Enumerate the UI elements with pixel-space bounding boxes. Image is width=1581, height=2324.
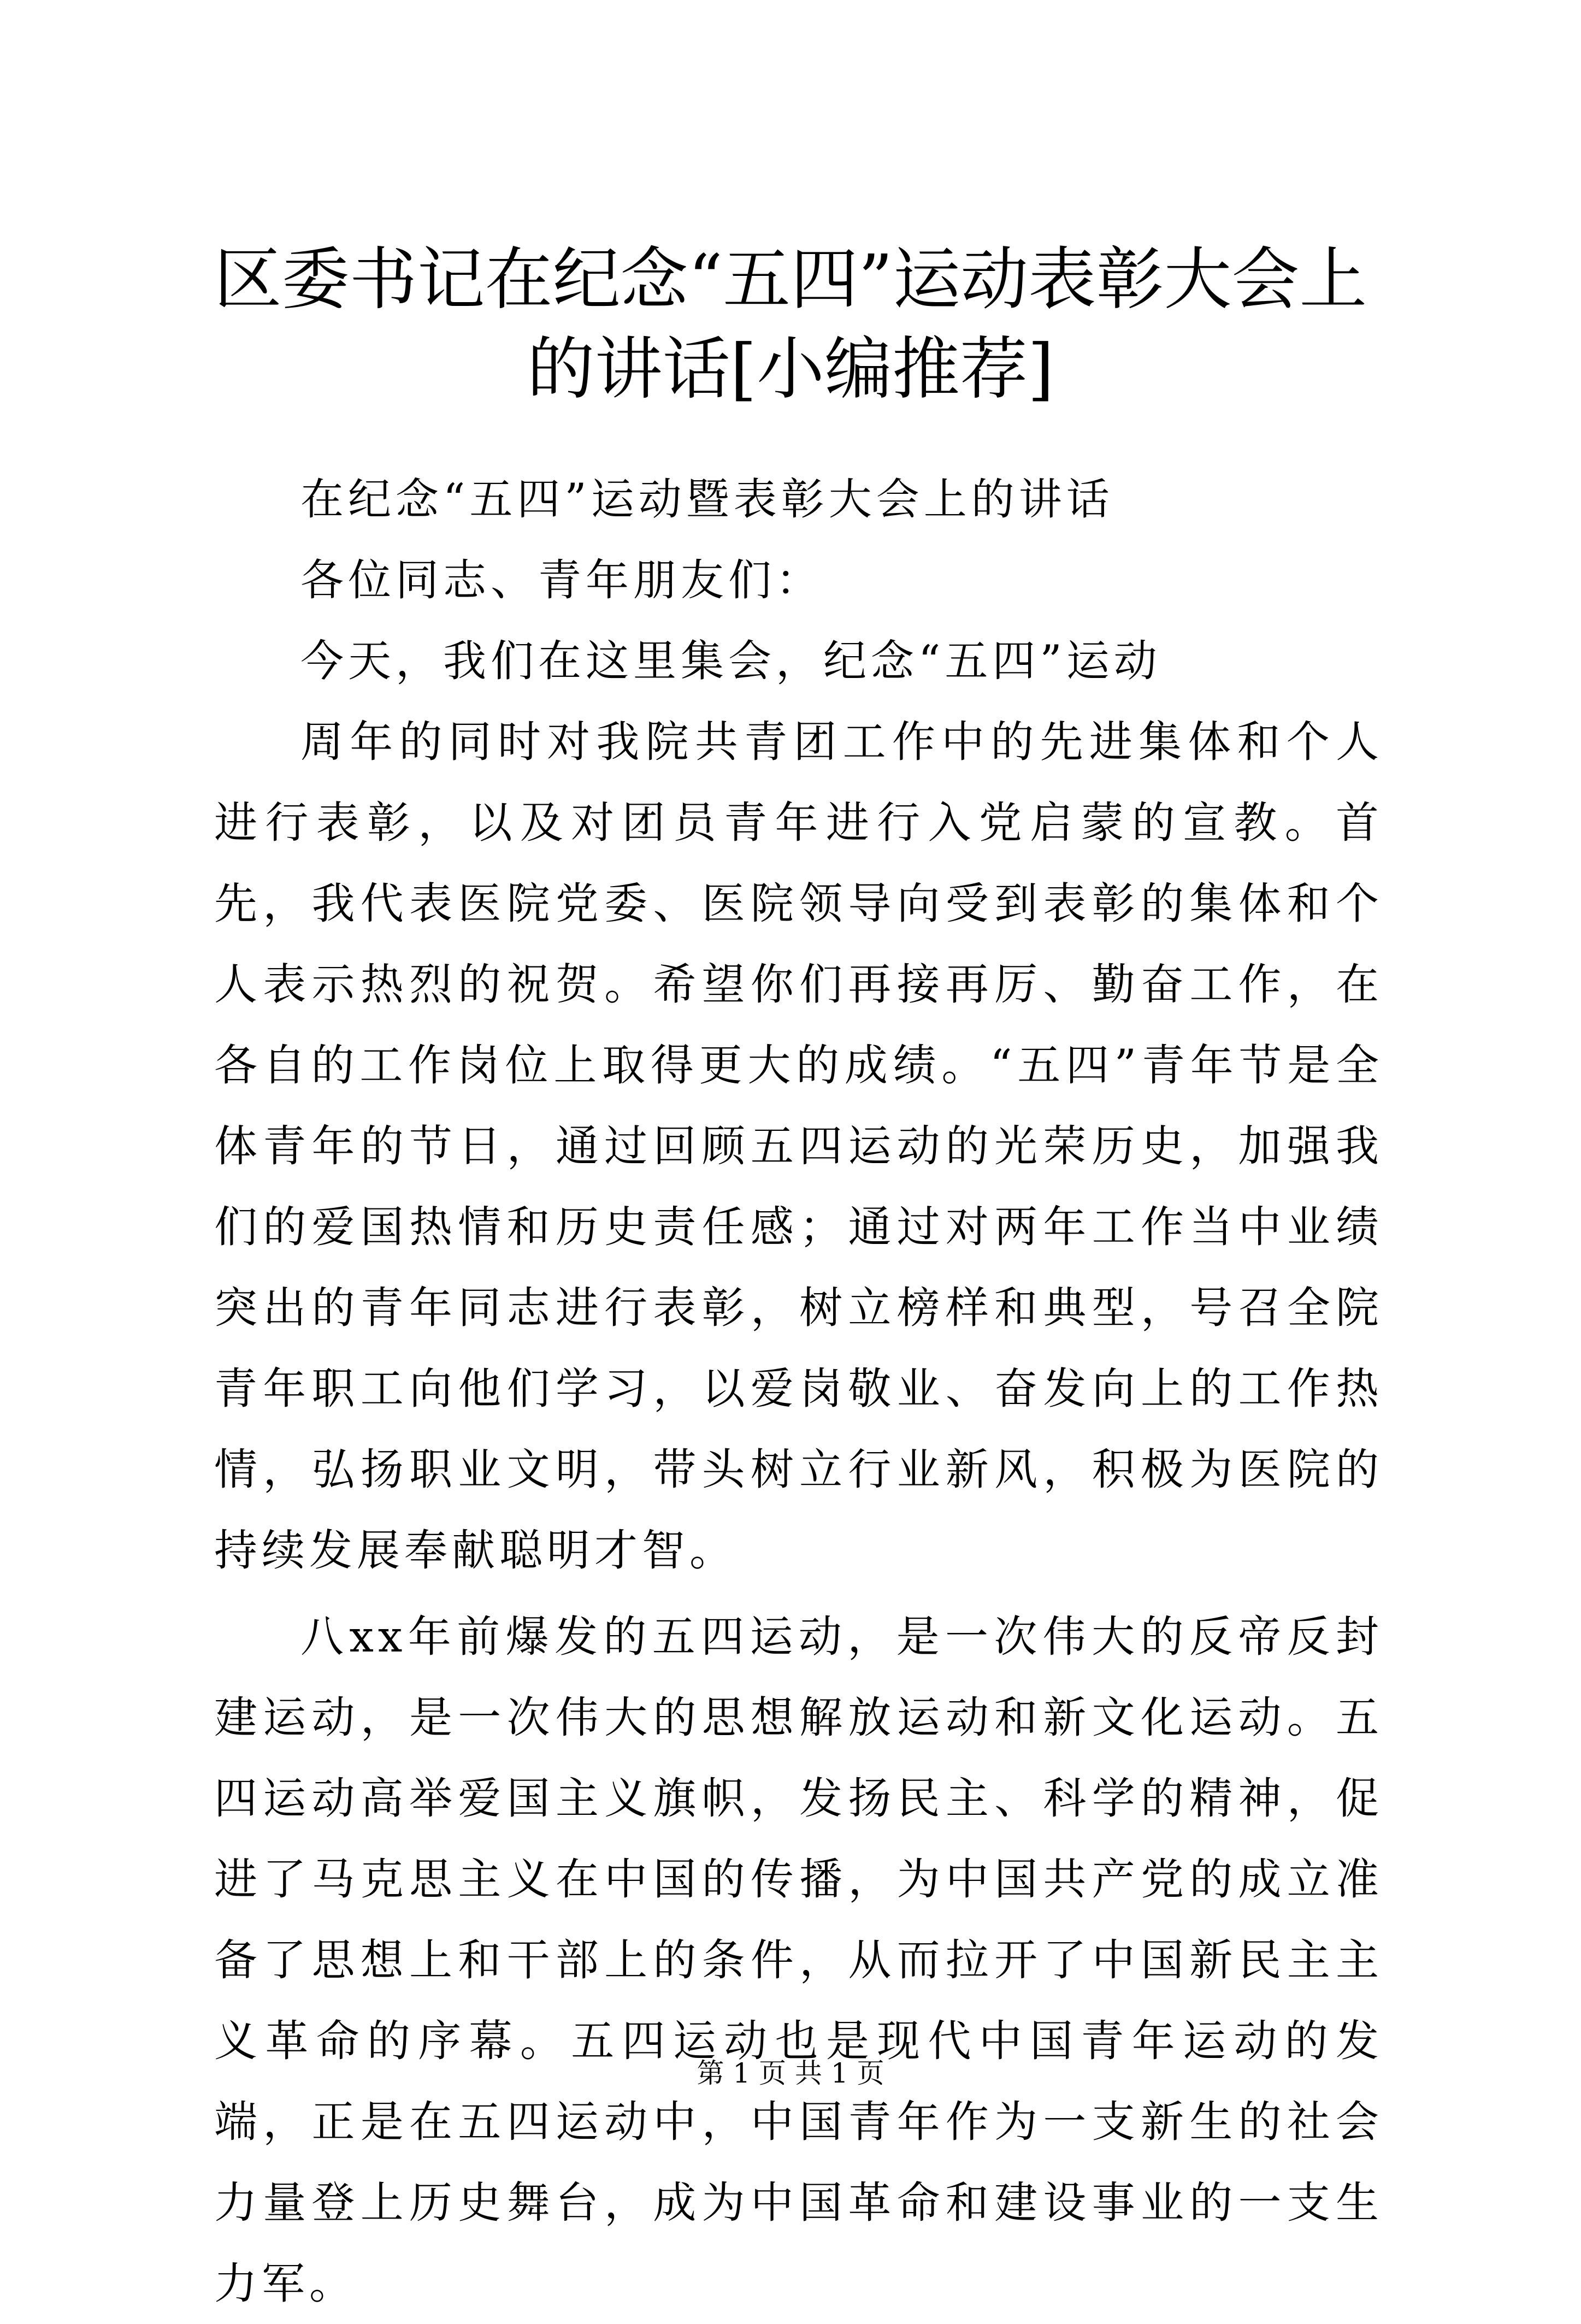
paragraph-salutation: 各位同志、青年朋友们： (300, 555, 823, 605)
document-title: 区委书记在纪念“五四”运动表彰大会上的讲话[小编推荐] (214, 240, 1367, 409)
paragraph-body-1: 周年的同时对我院共青团工作中的先进集体和个人进行表彰，以及对团员青年进行入党启蒙的宣教。首先，我代表医院党委、医院领导向受到表彰的集体和个人表示热烈的祝贺。希望你们再接再厉、勤奋工作，在各自的工作岗位上取得更大的成绩。“五四”青年节是全体青年的节日，通过回顾五四运动的光荣历史，加强我们的爱国热情和历史责任感；通过对两年工作当中业绩突出的青年同志进行表彰，树立榜样和典型，号召全院青年职工向他们学习，以爱岗敬业、奋发向上的工作热情，弘扬职业文明，带头树立行业新风，积极为医院的持续发展奉献聪明才智。 (214, 717, 1383, 1576)
paragraph-opening: 今天，我们在这里集会，纪念“五四”运动 (300, 636, 1161, 686)
paragraph-subtitle: 在纪念“五四”运动暨表彰大会上的讲话 (300, 474, 1114, 524)
document-body (214, 459, 1383, 2324)
paragraph-body-2: 八xx年前爆发的五四运动，是一次伟大的反帝反封建运动，是一次伟大的思想解放运动和新文化运动。五四运动高举爱国主义旗帜，发扬民主、科学的精神，促进了马克思主义在中国的传播，为中国共产党的成立准备了思想上和干部上的条件，从而拉开了中国新民主主义革命的序幕。五四运动也是现代中国青年运动的发端，正是在五四运动中，中国青年作为一支新生的社会力量登上历史舞台，成为中国革命和建设事业的一支生力军。 (214, 1612, 1383, 2309)
page-footer: 第 1 页 共 1 页 (697, 2057, 884, 2089)
